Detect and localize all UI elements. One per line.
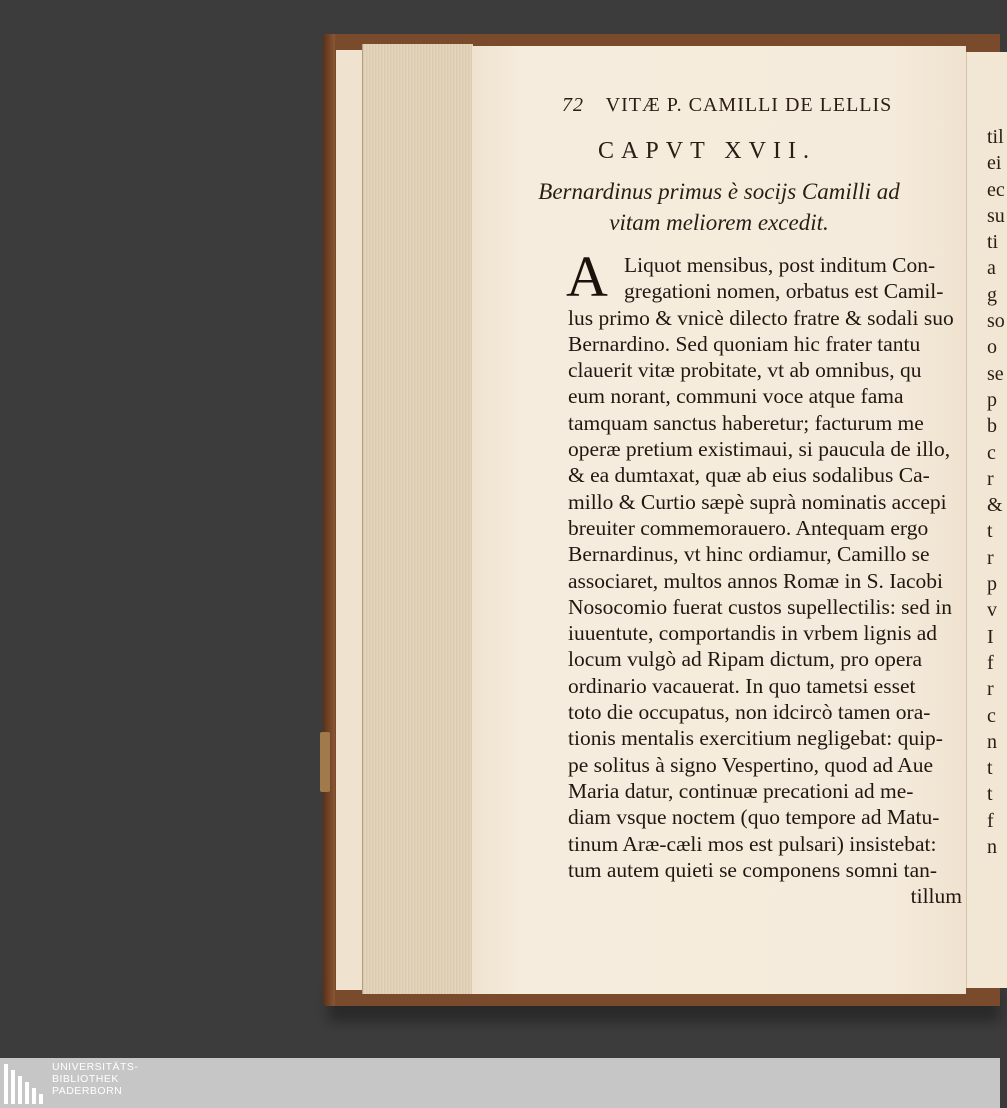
facing-page-fragment: so [987, 310, 1005, 333]
chapter-subtitle [472, 176, 966, 238]
text-line: pe solitus à signo Vespertino, quod ad Aue [568, 752, 934, 777]
facing-page-fragment: f [987, 809, 994, 832]
running-header [562, 94, 892, 117]
drop-cap: A [566, 244, 608, 309]
facing-page-fragment: a [987, 257, 996, 280]
facing-page-fragment: p [987, 573, 997, 596]
text-line: eum norant, communi voce atque fama [568, 384, 904, 409]
text-line: Nosocomio fuerat custos supellectilis: sed in [568, 594, 952, 619]
text-line: associaret, multos annos Romæ in S. Iacobi [568, 568, 944, 593]
text-line: Bernardinus, vt hinc ordiamur, Camillo se [568, 542, 930, 567]
catchword: tillum [910, 884, 962, 909]
running-head: VITÆ P. CAMILLI DE LELLIS [605, 94, 893, 116]
book-page [472, 46, 966, 994]
library-name-line: PADERBORN [52, 1085, 123, 1097]
text-line: Liquot mensibus, post inditum Con- [624, 253, 936, 277]
text-line: clauerit vitæ probitate, vt ab omnibus, qu [568, 358, 922, 383]
text-line: operæ pretium existimaui, si paucula de illo, [568, 437, 951, 462]
facing-page-fragment: t [987, 520, 993, 543]
text-line: lus primo & vnicè dilecto fratre & sodali suo [568, 305, 954, 330]
book-spine-edge [323, 34, 335, 1006]
facing-page-fragment: b [987, 415, 997, 438]
text-line: tionis mentalis exercitium negligebat: quip- [568, 726, 943, 751]
facing-page-fragment: v [987, 599, 997, 622]
text-line: millo & Curtio sæpè suprà nominatis accepi [568, 489, 947, 514]
library-name-line: BIBLIOTHEK [52, 1073, 119, 1085]
facing-page-fragment: ec [987, 178, 1005, 201]
book-clasp [320, 732, 330, 792]
text-line: gregationi nomen, orbatus est Camil- [624, 279, 944, 304]
text-line: breuiter commemorauero. Antequam ergo [568, 515, 929, 540]
facing-page-fragment: t [987, 783, 993, 806]
subtitle-line: vitam meliorem excedit. [609, 210, 829, 235]
facing-page-fragment: f [987, 651, 994, 674]
library-name [52, 1061, 138, 1097]
text-line: tum autem quieti se componens somni tan- [568, 857, 938, 882]
endpaper [336, 50, 363, 990]
facing-page-fragment: ei [987, 152, 1002, 175]
text-line: tinum Aræ-cæli mos est pulsari) insistebat: [568, 831, 937, 856]
text-line: locum vulgò ad Ripam dictum, pro opera [568, 647, 923, 672]
text-line: Maria datur, continuæ precationi ad me- [568, 778, 914, 803]
facing-page-fragment: ti [987, 231, 999, 254]
facing-page-fragment: g [987, 283, 997, 306]
facing-page-fragment: & [987, 494, 1003, 517]
facing-page-fragment: r [987, 467, 994, 490]
text-line: diam vsque noctem (quo tempore ad Matu- [568, 805, 940, 830]
subtitle-line: Bernardinus primus è socijs Camilli ad [538, 179, 900, 204]
text-line: tamquam sanctus haberetur; facturum me [568, 410, 924, 435]
facing-page-fragment: c [987, 441, 996, 464]
facing-page-fragment: r [987, 546, 994, 569]
text-line: iuuentute, comportandis in vrbem lignis ad [568, 621, 938, 646]
page-stack [362, 44, 473, 994]
chapter-heading: CAPVT XVII. [598, 138, 816, 164]
facing-page-fragment: o [987, 336, 997, 359]
facing-page-letters [987, 124, 1005, 860]
library-name-line: UNIVERSITÄTS- [52, 1061, 139, 1073]
body-text [566, 244, 968, 909]
text-line: Bernardino. Sed quoniam hic frater tantu [568, 331, 921, 356]
facing-page-fragment: til [987, 126, 1004, 148]
facing-page-fragment: t [987, 757, 993, 780]
library-footer [0, 1058, 1000, 1108]
facing-page-edge [966, 52, 1007, 988]
text-line: ordinario vacauerat. In quo tametsi esset [568, 673, 916, 698]
page-number: 72 [562, 94, 584, 116]
facing-page-fragment: p [987, 388, 997, 411]
library-logo-icon [4, 1062, 46, 1104]
facing-page-fragment: n [987, 730, 997, 753]
facing-page-fragment: n [987, 836, 997, 859]
text-line: & ea dumtaxat, quæ ab eius sodalibus Ca- [568, 463, 930, 488]
text-line: toto die occupatus, non idcircò tamen ora- [568, 700, 931, 725]
facing-page-fragment: c [987, 704, 996, 727]
facing-page-fragment: se [987, 362, 1004, 385]
facing-page-fragment: su [987, 204, 1005, 227]
facing-page-fragment: I [987, 625, 994, 648]
facing-page-fragment: r [987, 678, 994, 701]
